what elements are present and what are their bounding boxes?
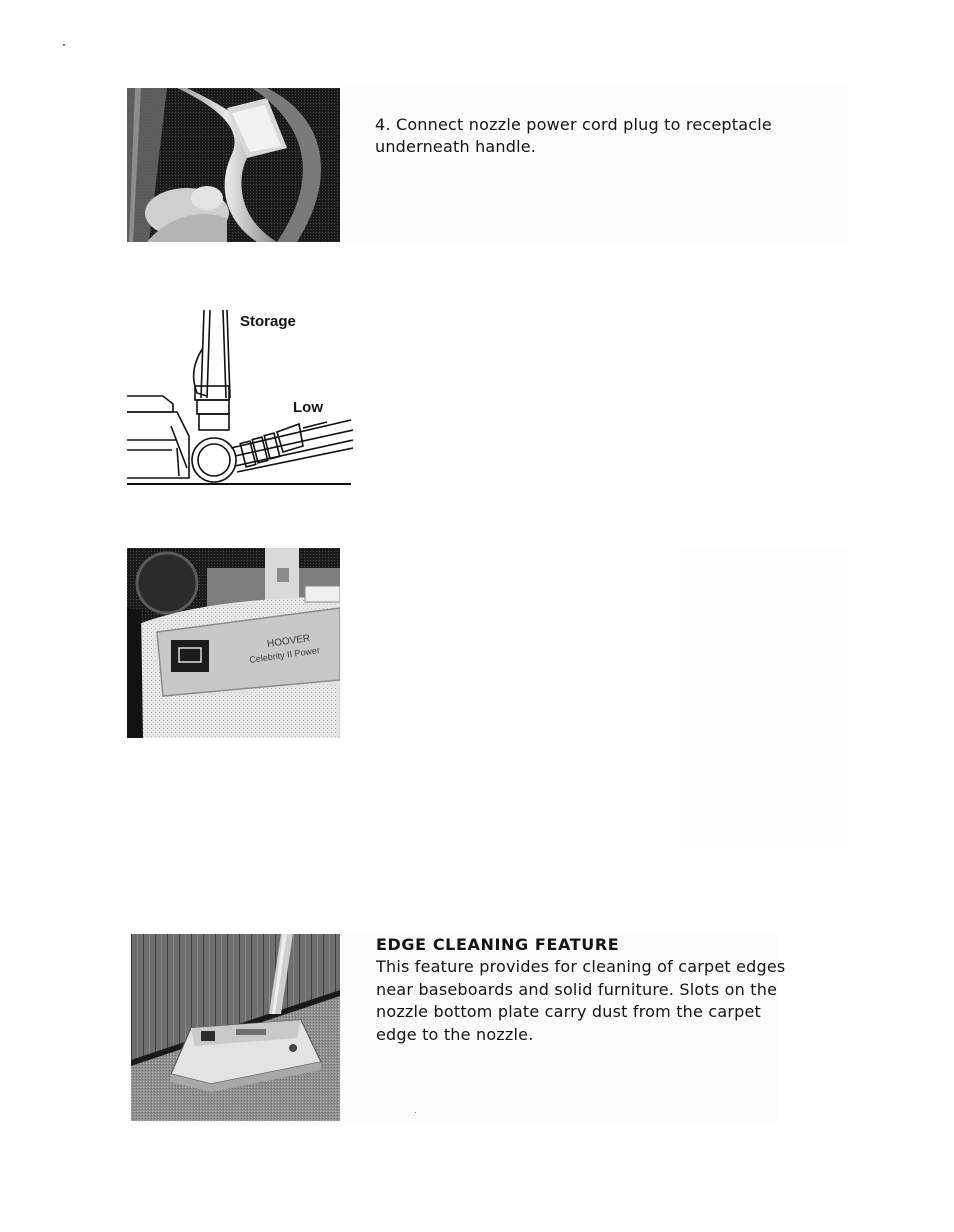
control-panel-photo [127, 548, 340, 738]
edge-cleaning-line-4: edge to the nozzle. [376, 1024, 534, 1044]
label-low: Low [293, 399, 323, 416]
step-4-text [375, 114, 835, 158]
step-4-line-1: 4. Connect nozzle power cord plug to receptacle [375, 115, 772, 134]
edge-cleaning-photo [131, 934, 340, 1121]
edge-cleaning-line-1: This feature provides for cleaning of carpet edges [376, 957, 786, 976]
cord-plug-photo [127, 88, 340, 242]
step-4-line-2: underneath handle. [375, 137, 537, 156]
scan-shade-middle [680, 548, 848, 848]
hoover-model-text: Celebrity II Power [248, 645, 321, 665]
edge-cleaning-section [376, 934, 796, 1046]
edge-cleaning-line-2: near baseboards and solid furniture. Slots on the [376, 979, 778, 999]
edge-cleaning-heading: EDGE CLEANING FEATURE [376, 935, 620, 954]
handle-position-diagram [127, 308, 353, 488]
scan-shade-top [340, 86, 848, 242]
hoover-brand-text: HOOVER [266, 633, 311, 650]
scan-speck [63, 44, 65, 46]
scan-speck [415, 1112, 416, 1113]
label-storage: Storage [240, 313, 296, 330]
edge-cleaning-line-3: nozzle bottom plate carry dust from the carpet [376, 1002, 762, 1021]
